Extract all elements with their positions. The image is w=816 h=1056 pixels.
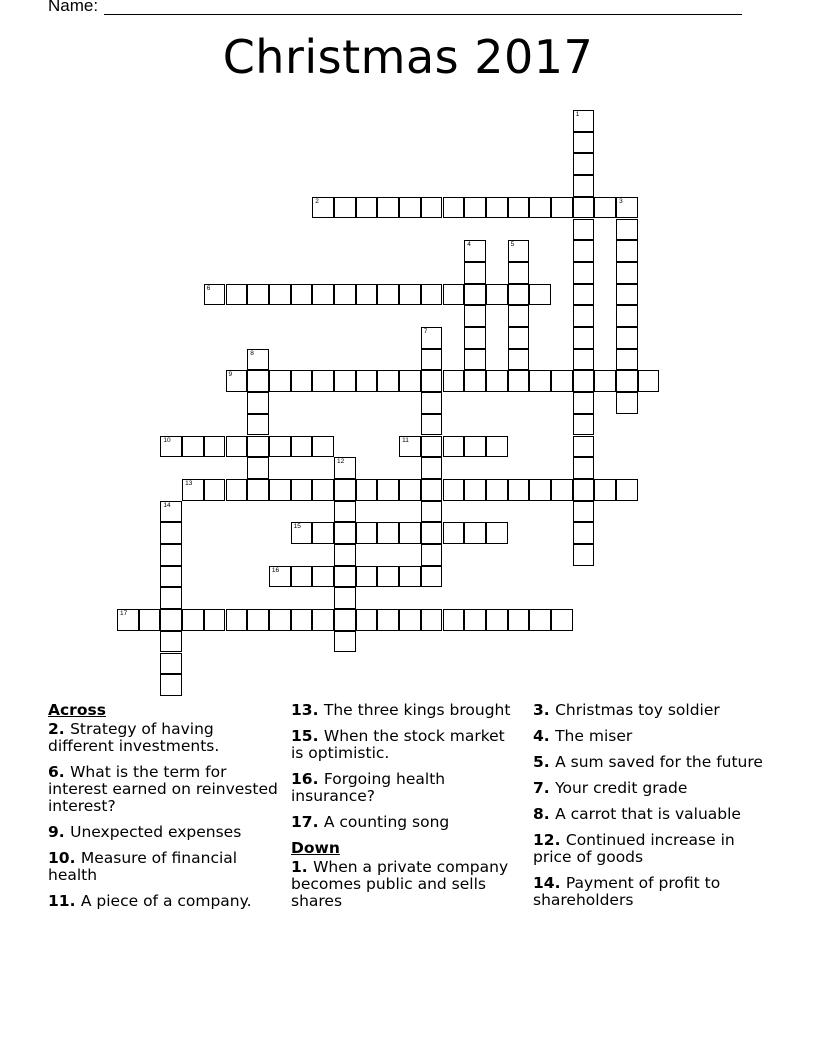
grid-cell[interactable]	[356, 284, 378, 306]
grid-cell[interactable]	[312, 284, 334, 306]
grid-cell[interactable]	[334, 566, 356, 588]
grid-cell[interactable]	[508, 240, 530, 262]
grid-cell[interactable]	[334, 587, 356, 609]
clue-num: 13	[291, 701, 313, 719]
grid-cell[interactable]	[421, 457, 443, 479]
grid-cell[interactable]	[573, 219, 595, 241]
grid-cell[interactable]	[421, 522, 443, 544]
grid-cell[interactable]	[464, 240, 486, 262]
grid-cell[interactable]	[312, 479, 334, 501]
grid-cell[interactable]	[226, 436, 248, 458]
grid-cell[interactable]	[399, 197, 421, 219]
grid-cell[interactable]	[421, 414, 443, 436]
grid-cell[interactable]	[616, 349, 638, 371]
grid-cell[interactable]	[486, 284, 508, 306]
clue-text: A carrot that is valuable	[555, 805, 741, 823]
grid-cell[interactable]	[160, 544, 182, 566]
grid-cell[interactable]	[160, 653, 182, 675]
clue-text: Measure of financial health	[48, 849, 238, 884]
clue-num: 7	[533, 779, 544, 797]
grid-cell[interactable]	[291, 370, 313, 392]
grid-cell[interactable]	[312, 566, 334, 588]
grid-cell[interactable]	[160, 522, 182, 544]
clue-item: 4. The miser	[533, 727, 633, 745]
grid-cell[interactable]	[312, 522, 334, 544]
grid-cell[interactable]	[377, 284, 399, 306]
grid-cell[interactable]	[356, 197, 378, 219]
clue-item: 12. Continued increase in price of goods	[533, 831, 735, 866]
grid-cell[interactable]	[573, 284, 595, 306]
grid-cell[interactable]	[573, 479, 595, 501]
grid-cell[interactable]	[573, 240, 595, 262]
clue-item: 2. Strategy of having different investments.	[48, 720, 220, 755]
grid-cell[interactable]	[464, 327, 486, 349]
grid-cell[interactable]	[421, 479, 443, 501]
grid-cell[interactable]	[399, 479, 421, 501]
grid-cell[interactable]	[269, 566, 291, 588]
grid-cell[interactable]	[291, 522, 313, 544]
clue-item: 5. A sum saved for the future	[533, 753, 763, 771]
clue-item: 11. A piece of a company.	[48, 892, 252, 910]
grid-cell[interactable]	[529, 370, 551, 392]
grid-cell[interactable]	[529, 197, 551, 219]
grid-cell[interactable]	[160, 436, 182, 458]
grid-cell[interactable]	[421, 349, 443, 371]
grid-cell[interactable]	[443, 522, 465, 544]
clue-number: 12	[337, 458, 345, 466]
grid-cell[interactable]	[508, 479, 530, 501]
clue-num: 8	[533, 805, 544, 823]
grid-cell[interactable]	[464, 522, 486, 544]
grid-cell[interactable]	[573, 175, 595, 197]
grid-cell[interactable]	[616, 284, 638, 306]
grid-cell[interactable]	[508, 349, 530, 371]
clue-text: A counting song	[323, 813, 450, 831]
grid-cell[interactable]	[464, 197, 486, 219]
clue-item: 7. Your credit grade	[533, 779, 688, 797]
grid-cell[interactable]	[573, 522, 595, 544]
grid-cell[interactable]	[377, 522, 399, 544]
grid-cell[interactable]	[399, 566, 421, 588]
grid-cell[interactable]	[247, 479, 269, 501]
grid-cell[interactable]	[573, 501, 595, 523]
grid-cell[interactable]	[247, 392, 269, 414]
grid-cell[interactable]	[486, 609, 508, 631]
grid-cell[interactable]	[508, 609, 530, 631]
grid-cell[interactable]	[334, 501, 356, 523]
grid-cell[interactable]	[247, 457, 269, 479]
grid-cell[interactable]	[421, 544, 443, 566]
grid-cell[interactable]	[529, 479, 551, 501]
grid-cell[interactable]	[226, 479, 248, 501]
grid-cell[interactable]	[269, 370, 291, 392]
name-label: Name:	[48, 0, 99, 15]
clue-number: 11	[402, 436, 409, 444]
grid-cell[interactable]	[160, 587, 182, 609]
grid-cell[interactable]	[529, 284, 551, 306]
clue-num: 17	[291, 813, 313, 831]
grid-cell[interactable]	[399, 370, 421, 392]
grid-cell[interactable]	[573, 197, 595, 219]
grid-cell[interactable]	[616, 262, 638, 284]
clue-num: 15	[291, 727, 313, 745]
grid-cell[interactable]	[160, 609, 182, 631]
grid-cell[interactable]	[616, 392, 638, 414]
grid-cell[interactable]	[573, 370, 595, 392]
grid-cell[interactable]	[573, 457, 595, 479]
grid-cell[interactable]	[399, 522, 421, 544]
clue-num: 1	[291, 858, 302, 876]
grid-cell[interactable]	[139, 609, 161, 631]
grid-cell[interactable]	[291, 436, 313, 458]
clue-number: 6	[206, 284, 211, 292]
grid-cell[interactable]	[291, 479, 313, 501]
grid-cell[interactable]	[334, 522, 356, 544]
grid-cell[interactable]	[334, 609, 356, 631]
clue-text: The miser	[555, 727, 633, 745]
grid-cell[interactable]	[334, 479, 356, 501]
grid-cell[interactable]	[204, 479, 226, 501]
grid-cell[interactable]	[160, 501, 182, 523]
grid-cell[interactable]	[573, 349, 595, 371]
clue-number: 1	[575, 111, 580, 118]
grid-cell[interactable]	[399, 284, 421, 306]
grid-cell[interactable]	[573, 327, 595, 349]
grid-cell[interactable]	[573, 392, 595, 414]
grid-cell[interactable]	[377, 197, 399, 219]
grid-cell[interactable]	[486, 436, 508, 458]
grid-cell[interactable]	[638, 370, 660, 392]
clue-item: 16. Forgoing health insurance?	[291, 770, 446, 805]
grid-cell[interactable]	[312, 197, 334, 219]
grid-cell[interactable]	[573, 153, 595, 175]
grid-cell[interactable]	[399, 436, 421, 458]
clue-number: 5	[510, 241, 515, 249]
grid-cell[interactable]	[291, 566, 313, 588]
down-heading: Down	[291, 839, 340, 857]
grid-cell[interactable]	[247, 414, 269, 436]
clue-text: Christmas toy soldier	[555, 701, 720, 719]
clue-num: 3	[533, 701, 544, 719]
grid-cell[interactable]	[464, 262, 486, 284]
clue-num: 4	[533, 727, 544, 745]
grid-cell[interactable]	[464, 370, 486, 392]
grid-cell[interactable]	[508, 197, 530, 219]
clue-number: 7	[423, 328, 428, 335]
grid-cell[interactable]	[616, 240, 638, 262]
clue-text: The three kings brought	[323, 701, 511, 719]
clue-text: When a private company becomes public and sells shares	[291, 858, 509, 910]
clue-num: 14	[533, 874, 555, 892]
grid-cell[interactable]	[334, 631, 356, 653]
clue-text: Payment of profit to shareholders	[533, 874, 721, 909]
grid-cell[interactable]	[269, 436, 291, 458]
grid-cell[interactable]	[160, 674, 182, 696]
grid-cell[interactable]	[616, 327, 638, 349]
clue-item: 6. What is the term for interest earned on reinvested interest?	[48, 763, 278, 815]
grid-cell[interactable]	[421, 370, 443, 392]
clue-num: 9	[48, 823, 59, 841]
clue-number: 15	[293, 523, 301, 531]
clue-item: 17. A counting song	[291, 813, 450, 831]
grid-cell[interactable]	[160, 566, 182, 588]
grid-cell[interactable]	[117, 609, 139, 631]
grid-cell[interactable]	[594, 197, 616, 219]
grid-cell[interactable]	[573, 414, 595, 436]
grid-cell[interactable]	[508, 305, 530, 327]
clue-item: 9. Unexpected expenses	[48, 823, 242, 841]
grid-cell[interactable]	[616, 305, 638, 327]
grid-cell[interactable]	[421, 197, 443, 219]
grid-cell[interactable]	[551, 609, 573, 631]
grid-cell[interactable]	[334, 197, 356, 219]
clue-number: 13	[185, 479, 193, 487]
grid-cell[interactable]	[421, 327, 443, 349]
grid-cell[interactable]	[616, 370, 638, 392]
clue-num: 12	[533, 831, 555, 849]
grid-cell[interactable]	[421, 392, 443, 414]
clue-number: 9	[228, 371, 233, 379]
grid-cell[interactable]	[204, 436, 226, 458]
clues-column-3	[533, 702, 763, 918]
clue-number: 17	[120, 610, 128, 618]
grid-cell[interactable]	[247, 284, 269, 306]
grid-cell[interactable]	[356, 609, 378, 631]
grid-cell[interactable]	[226, 370, 248, 392]
grid-cell[interactable]	[377, 566, 399, 588]
grid-cell[interactable]	[421, 609, 443, 631]
clue-item: 15. When the stock market is optimistic.	[291, 727, 505, 762]
grid-cell[interactable]	[312, 609, 334, 631]
grid-cell[interactable]	[551, 370, 573, 392]
grid-cell[interactable]	[334, 544, 356, 566]
clue-text: When the stock market is optimistic.	[291, 727, 505, 762]
grid-cell[interactable]	[616, 219, 638, 241]
grid-cell[interactable]	[421, 284, 443, 306]
grid-cell[interactable]	[551, 197, 573, 219]
clue-text: Continued increase in price of goods	[533, 831, 735, 866]
grid-cell[interactable]	[356, 479, 378, 501]
grid-cell[interactable]	[334, 370, 356, 392]
grid-cell[interactable]	[226, 609, 248, 631]
across-heading: Across	[48, 701, 106, 719]
grid-cell[interactable]	[573, 262, 595, 284]
clue-number: 4	[467, 241, 471, 249]
clue-num: 2	[48, 720, 59, 738]
grid-cell[interactable]	[247, 349, 269, 371]
grid-cell[interactable]	[291, 609, 313, 631]
grid-cell[interactable]	[182, 479, 204, 501]
clue-item: 1. When a private company becomes public and sells shares	[291, 858, 509, 910]
grid-cell[interactable]	[573, 110, 595, 132]
grid-cell[interactable]	[247, 370, 269, 392]
grid-cell[interactable]	[508, 262, 530, 284]
grid-cell[interactable]	[312, 436, 334, 458]
grid-cell[interactable]	[356, 522, 378, 544]
grid-cell[interactable]	[269, 609, 291, 631]
clue-item: 14. Payment of profit to shareholders	[533, 874, 721, 909]
grid-cell[interactable]	[421, 566, 443, 588]
grid-cell[interactable]	[486, 522, 508, 544]
page-title: Christmas 2017	[222, 30, 594, 84]
grid-cell[interactable]	[334, 457, 356, 479]
clue-number: 2	[315, 197, 319, 205]
grid-cell[interactable]	[269, 284, 291, 306]
clues-column-1	[48, 702, 278, 919]
grid-cell[interactable]	[486, 479, 508, 501]
grid-cell[interactable]	[443, 284, 465, 306]
grid-cell[interactable]	[443, 609, 465, 631]
clue-num: 10	[48, 849, 70, 867]
grid-cell[interactable]	[464, 479, 486, 501]
grid-cell[interactable]	[573, 132, 595, 154]
grid-cell[interactable]	[356, 370, 378, 392]
grid-cell[interactable]	[508, 370, 530, 392]
grid-cell[interactable]	[377, 370, 399, 392]
grid-cell[interactable]	[443, 479, 465, 501]
grid-cell[interactable]	[551, 479, 573, 501]
clue-item: 3. Christmas toy soldier	[533, 701, 720, 719]
grid-cell[interactable]	[356, 566, 378, 588]
grid-cell[interactable]	[247, 609, 269, 631]
clue-text: Strategy of having different investments.	[48, 720, 220, 755]
grid-cell[interactable]	[269, 479, 291, 501]
grid-cell[interactable]	[464, 609, 486, 631]
grid-cell[interactable]	[616, 197, 638, 219]
grid-cell[interactable]	[377, 609, 399, 631]
grid-cell[interactable]	[464, 305, 486, 327]
clue-text: Forgoing health insurance?	[291, 770, 446, 805]
clues-column-2	[291, 702, 521, 919]
grid-cell[interactable]	[508, 284, 530, 306]
grid-cell[interactable]	[573, 436, 595, 458]
clue-number: 8	[250, 349, 254, 357]
clue-num: 16	[291, 770, 313, 788]
grid-cell[interactable]	[573, 305, 595, 327]
grid-cell[interactable]	[204, 609, 226, 631]
grid-cell[interactable]	[334, 284, 356, 306]
grid-cell[interactable]	[464, 436, 486, 458]
clue-number: 3	[619, 197, 623, 205]
grid-cell[interactable]	[443, 436, 465, 458]
grid-cell[interactable]	[486, 197, 508, 219]
clue-item: 13. The three kings brought	[291, 701, 511, 719]
clue-number: 14	[163, 501, 171, 509]
grid-cell[interactable]	[312, 370, 334, 392]
grid-cell[interactable]	[421, 501, 443, 523]
grid-cell[interactable]	[464, 349, 486, 371]
grid-cell[interactable]	[464, 284, 486, 306]
grid-cell[interactable]	[594, 479, 616, 501]
clue-num: 6	[48, 763, 59, 781]
grid-cell[interactable]	[182, 609, 204, 631]
clue-text: Unexpected expenses	[70, 823, 242, 841]
grid-cell[interactable]	[508, 327, 530, 349]
grid-cell[interactable]	[573, 544, 595, 566]
clue-text: A sum saved for the future	[555, 753, 763, 771]
grid-cell[interactable]	[182, 436, 204, 458]
grid-cell[interactable]	[247, 436, 269, 458]
grid-cell[interactable]	[291, 284, 313, 306]
clue-text: A piece of a company.	[80, 892, 252, 910]
grid-cell[interactable]	[594, 370, 616, 392]
clue-number: 10	[163, 436, 171, 444]
grid-cell[interactable]	[399, 609, 421, 631]
grid-cell[interactable]	[160, 631, 182, 653]
grid-cell[interactable]	[443, 370, 465, 392]
grid-cell[interactable]	[486, 370, 508, 392]
grid-cell[interactable]	[443, 197, 465, 219]
clue-number: 16	[271, 566, 280, 574]
grid-cell[interactable]	[377, 479, 399, 501]
grid-cell[interactable]	[226, 284, 248, 306]
grid-cell[interactable]	[616, 479, 638, 501]
clue-text: Your credit grade	[555, 779, 688, 797]
grid-cell[interactable]	[204, 284, 226, 306]
clue-num: 11	[48, 892, 70, 910]
clue-num: 5	[533, 753, 544, 771]
grid-cell[interactable]	[421, 436, 443, 458]
grid-cell[interactable]	[529, 609, 551, 631]
clue-item: 8. A carrot that is valuable	[533, 805, 741, 823]
clue-text: What is the term for interest earned on reinvested interest?	[48, 763, 278, 815]
clue-item: 10. Measure of financial health	[48, 849, 238, 884]
